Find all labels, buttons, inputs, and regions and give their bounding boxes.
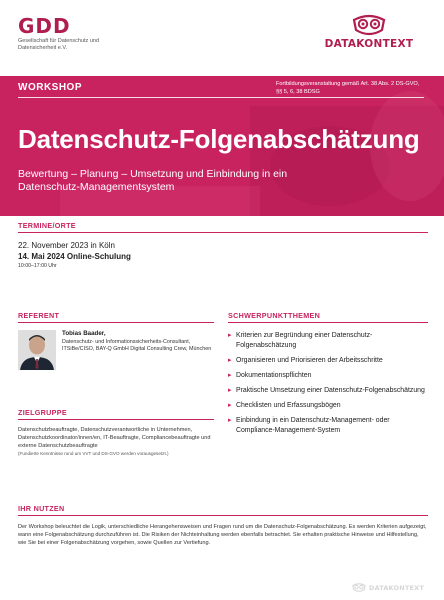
datakontext-owl-icon <box>352 14 386 36</box>
nutzen-heading: IHR NUTZEN <box>18 504 65 513</box>
gdd-subtitle: Gesellschaft für Datenschutz und Datensicherheit e.V. <box>18 38 100 51</box>
speaker-name: Tobias Baader, <box>62 330 106 337</box>
bullet-icon: ▸ <box>228 402 232 409</box>
list-item: ▸ Organisieren und Priorisieren der Arbeitsschritte <box>228 357 383 364</box>
footer-owl-icon <box>352 583 366 592</box>
datakontext-logo <box>314 14 424 50</box>
audience-text: Datenschutzbeauftragte, Datenschutzverantwortliche in Unternehmen, Datenschutzkoordinator/innen/en, IT-Beauftragte, Compliancebeauftragte und externe Datenschutzbeauftragte <box>18 427 211 449</box>
hero-divider <box>18 97 424 98</box>
date-cologne: 22. November 2023 in Köln <box>18 241 115 250</box>
page-header <box>0 0 444 76</box>
footer-logo-text: DATAKONTEXT <box>368 583 424 592</box>
dates-block <box>18 241 131 270</box>
bullet-icon: ▸ <box>228 387 232 394</box>
speaker-portrait <box>18 330 56 370</box>
hero-banner <box>0 76 444 216</box>
audience-note: (Fundierte Kenntnisse rund um VVT und DS-GVO werden vorausgesetzt.) <box>18 451 169 456</box>
topics-list <box>228 331 428 441</box>
list-item: ▸ Kriterien zur Begründung einer Datenschutz-Folgenabschätzung <box>228 332 373 349</box>
referent-heading: REFERENT <box>18 311 60 320</box>
list-item: ▸ Einbindung in ein Datenschutz-Management- oder Compliance-Management-System <box>228 417 390 434</box>
datakontext-logo-text: DATAKONTEXT <box>324 38 414 50</box>
page-subtitle: Bewertung – Planung – Umsetzung und Einbindung in ein Datenschutz-Managementsystem <box>18 168 288 193</box>
gdd-logo: GDD <box>18 14 71 38</box>
nutzen-rule <box>18 515 428 516</box>
bullet-icon: ▸ <box>228 332 232 339</box>
speaker-info <box>62 330 212 354</box>
date-online: 14. Mai 2024 Online-Schulung <box>18 251 131 261</box>
footer-logo <box>352 583 424 592</box>
dates-rule <box>18 232 428 233</box>
list-item: ▸ Checklisten und Erfassungsbögen <box>228 402 341 409</box>
list-item: ▸ Dokumentationspflichten <box>228 372 312 379</box>
zielgruppe-rule <box>18 419 214 420</box>
referent-rule <box>18 322 214 323</box>
audience-block <box>18 426 218 458</box>
topics-rule <box>228 322 428 323</box>
list-item: ▸ Praktische Umsetzung einer Datenschutz-Folgenabschätzung <box>228 387 425 394</box>
benefit-text: Der Workshop beleuchtet die Logik, unterschiedliche Herangehensweisen und Fragen rund um die Datenschutz-Folgenabschätzung. Es werden Kriterien aufgezeigt, wann eine Folgenabschätzung durchzuführen ist. Die Risiken der Nichteinhaltung werden ebenfalls betrachtet. Sie erhalten praktische Hinweise und Hilfestellung, wie Sie bei einer Folgenabschätzung vorgehen, sowie Quellen zur Vertiefung. <box>18 524 427 546</box>
bullet-icon: ▸ <box>228 357 232 364</box>
bullet-icon: ▸ <box>228 417 232 424</box>
speaker-photo-icon <box>18 330 56 370</box>
topics-heading: SCHWERPUNKTTHEMEN <box>228 311 321 320</box>
page-title: Datenschutz-Folgenabschätzung <box>18 124 420 154</box>
speaker-role: Datenschutz- und Informationssicherheits-Consultant, ITSiBe/CISO, BAY-Q GmbH Digital Consulting Crew, München <box>62 338 212 352</box>
workshop-label: WORKSHOP <box>18 82 82 93</box>
training-note: Fortbildungsveranstaltung gemäß Art. 38 Abs. 2 DS-GVO, §§ 5, 6, 38 BDSG <box>276 81 420 95</box>
zielgruppe-heading: ZIELGRUPPE <box>18 408 67 417</box>
bullet-icon: ▸ <box>228 372 232 379</box>
event-time: 10:00–17:00 Uhr <box>18 263 57 269</box>
dates-heading: TERMINE/ORTE <box>18 221 76 230</box>
